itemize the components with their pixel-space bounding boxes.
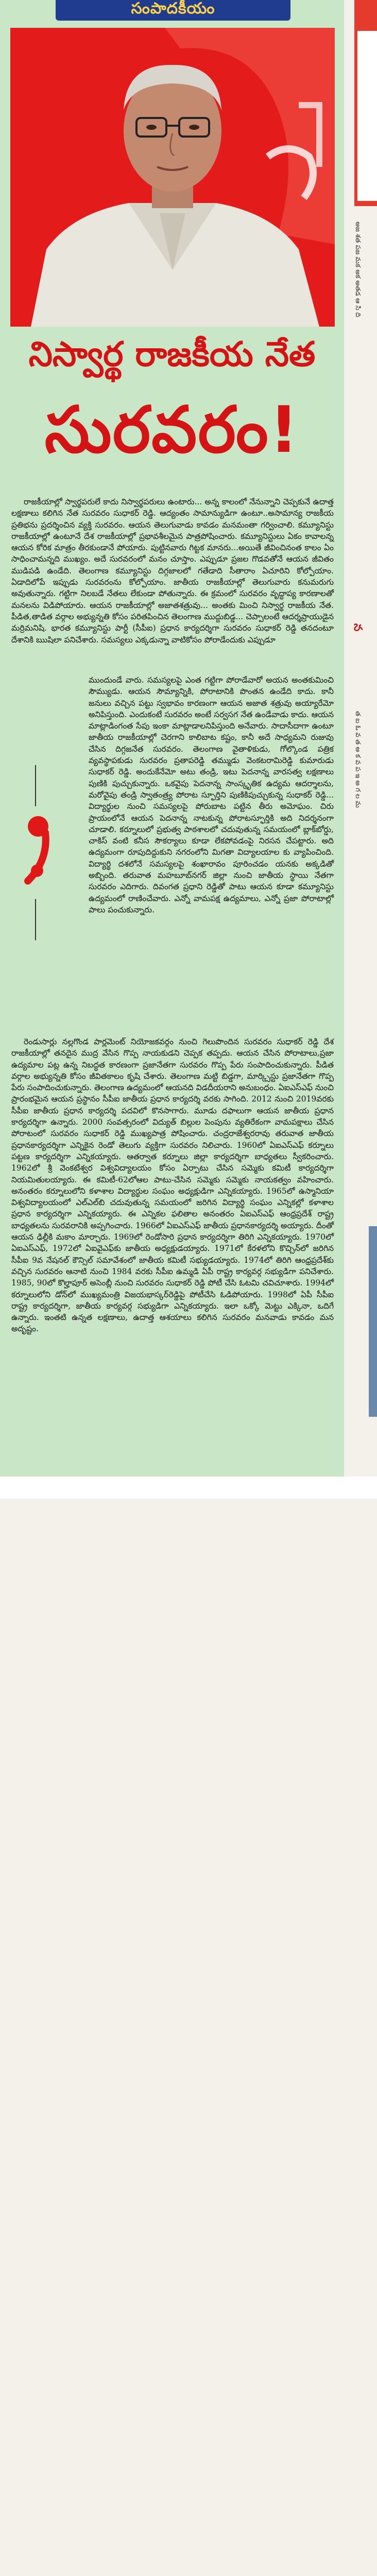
headline-line-2: సురవరం!: [44, 393, 300, 467]
adjacent-red-heading-fragment: న: [351, 623, 364, 632]
portrait-illustration: [10, 28, 335, 327]
article-paragraph-3: రెండుసార్లు నల్లగొండ పార్లమెంట్ నియోజకవర్గం నుంచి గెలుపొందిన సురవరం సుధాకర్ రెడ్డి దేశ రాజకీయాల్లో తనదైన ముద్ర వేసిన గొప్ప నాయకుడని చెప్పక తప్పదు. ఆయన చేసిన పోరాటాలు,ప్రజా ఉద్యమాల పట్ల ఉన్న నిబద్ధత కారణంగా ప్రజానేతగా సురవరం గొప్ప పేరు సంపాదించుకున్నారు. పీడిత వర్గాల అభ్యున్నతి కోసం జీవితకాలం కృషి చేశారు. తెలంగాణ మట్టి బిడ్డగా, మార్క్సిస్టు ప్రజానేతగా గొప్ప పేరు సంపాదించుకున్నారు. తెలంగాణ ఉద్యమంలో ఆయనది విడదీయరాని అనుబంధం. ఏఐఎస్‌ఎఫ్ నుంచి ప్రారంభమైన ఆయన ప్రస్థానం సీపీఐ జాతీయ ప్రధాన కార్యదర్శి వరకు సాగింది. 2012 నుంచి 2019వరకు సీపీఐ జాతీయ ప్రధాన కార్యదర్శి పదవిలో కొనసాగారు. మూడు దఫాలుగా ఆయన జాతీయ ప్రధాన కార్యదర్శిగా ఉన్నారు. 2000 సంవత్సరంలో విద్యుత్ బిల్లుల పెంపును వ్యతిరేకంగా వామపక్షాలు చేసిన పోరాటంలో సురవరం సుధాకర్ రెడ్డి ముఖ్యపాత్ర పోషించారు. చంద్రరాజేశ్వరరావు తరువాత జాతీయ ప్రధానకార్యదర్శిగా ఎన్నికైన రెండో తెలుగు వ్యక్తిగా సురవరం నిలిచారు. 1960లో ఏఐఎస్‌ఎఫ్ కర్నూలు పట్టణ కార్యదర్శిగా ఎన్నికయ్యారు. ఆతర్వాత కర్నూలు జిల్లా కార్యదర్శిగా బాధ్యతలు స్వీకరించారు. 1962లో శ్రీ వెంకటేశ్వర విశ్వవిద్యాలయం కోసం ఏర్పాటు చేసిన సమ్మెకు కమిటీ కార్యదర్శిగా నియమితులయ్యారు. ఈ కమిటీ-62లోఆల పాటు-చేసిన సమ్మెకు సమ్మెకు నాయకత్వం వహించారు. అనంతరం కర్నూలులోని కళాశాల విద్యార్థుల సంఘం అధ్యక్షుడిగా ఎన్నికయ్యారు. 1965లో ఉస్మానియా విశ్వవిద్యాలయంలో ఎల్‌ఎల్‌బి చదువుతున్న సమయంలో జరిగిన విద్యార్థి సంఘం ఎన్నికల్లో కళాశాల ప్రధాన కార్యదర్శిగా ఎన్నికయ్యారు. ఈ ఎన్నికల ఫలితాల అనంతరం ఏఐఎస్‌ఎఫ్ ఆంధ్రప్రదేశ్ రాష్ట్ర బాధ్యతలను సురవరానికి అప్పగించారు. 1966లో ఏఐఎస్‌ఎఫ్ జాతీయ ప్రధానకార్యదర్శి అయ్యారు. దీంతో ఆయన ఢిల్లీకి మకాం మార్చారు. 1969లో రెండోసారి ప్రధాన కార్యదర్శిగా తిరిగి ఎన్నికయ్యారు. 1970లో ఏఐఎస్‌ఎఫ్, 1972లో ఏఐవైఎఫ్‌కు జాతీయ అధ్యక్షుడయ్యారు. 1971లో కేరళలోని కొచ్చిన్‌లో జరిగిన సీపీఐ 9వ నేషనల్ కౌన్సిల్ సమావేశంలో జాతీయ కమిటీ సభ్యుడయ్యారు. 1974లో తిరిగి ఆంధ్రప్రదేశ్‌కు వచ్చిన సురవరం ఆనాటి నుంచి 1984 వరకు సీపీఐ ఉమ్మడి ఏపీ రాష్ట్ర కార్యవర్గ సభ్యుడిగా పనిచేశారు. 1985, 90లో కొల్హాపూర్ అసెంబ్లీ నుంచి సురవరం సుధాకర్ రెడ్డి పోటీ చేసి ఓటమి చవిచూశారు. 1994లో కర్నూలులోని డోన్‌లో ముఖ్యమంత్రి విజయభాస్కర్‌రెడ్డిపై పోటీచేసి ఓడిపోయారు. 1998లో ఏపీ సీపీఐ రాష్ట్ర కార్యదర్శిగా, జాతీయ కార్యవర్గ సభ్యుడిగా ఎన్నికయ్యారు. ఇలా ఒక్కో మెట్టు ఎక్కినా, ఒదిగే ఉన్నారు. ఇంతటి ఉన్నత లక్షణాలు, ఉదాత్త ఆశయాలు కలిగిన సురవరం మనవాడు కావడం మన అదృష్టం.: [11, 1037, 334, 1334]
section-banner: [56, 0, 290, 21]
adjacent-photo-strip: [369, 1226, 377, 1417]
adjacent-text-fragment: అజ శత పజ మక అక అతడ ఆ సి ది: [354, 222, 362, 317]
headline-line-1: నిస్వార్థ రాజకీయ నేత: [28, 334, 316, 374]
article-paragraph-1: రాజకీయాల్లో స్వార్థపరులే కాదు నిస్వార్థపరులు ఉంటారు... అన్న కాలంలో నేనున్నాని చెప్పకునే ఉదాత్త లక్షణాలు కలిగిన నేత సురవరం సుధాకర్ రెడ్డి. ఆద్యంతం సామాన్యుడిగా ఉంటూ..అసామాన్య రాజకీయ ప్రతిభను ప్రదర్శించిన వ్యక్తి సురవరం. ఆయన తెలుగువాడు కావడం మనమంతా గర్వించాలి. కమ్యూనిస్టు రాజకీయాల్లో ఉంటూనే దేశ రాజకీయాల్లో ప్రభావశీలమైన పాత్రపోషించారు. కమ్యూనిస్టులు ఏకం కావాలన్న ఆయన కోరిక మాత్రం తీరకుండానే పోయారు. పుట్టినవారు గిట్టక మానరు...అయితే జీవించినంత కాలం ఏం సాధించామన్నది ముఖ్యం. అదే సురవరంలో మనం చూస్తాం. ఎప్పుడూ ప్రజల గొడవతోనే ఆయన జీవితం ముడిపడి ఉండేది. తెలంగాణ కమ్యూనిస్టు దిగ్గజాలలో గతేడాది సీతారాం ఏచూరిని కోల్పోయాం. ఏడాదిలోపే ఇప్పుడు సురవరంను కోల్పోయాం. జాతీయ రాజకీయాల్లో తెలుగువారు కనుమరుగు అవుతున్నారు. గట్టిగా నిలబడే నేతలు లేకుండా పోతున్నారు. ఈ క్రమంలో సురవరం వృద్ధాప్య కారణాలతో మనలను విడిపోయారు. ఆయన రాజకీయాల్లో అజాతశత్రువు... అంతకు మించి నిస్వార్థ రాజకీయ నేత. పీడిత,తాడిత వర్గాల అభ్యున్నతి కోసం పరితపించిన తెలంగాణ ముద్దుబిడ్డ... చెప్పాలంటే ఆదర్శప్రాయుడైన మర్రిమనిషి. భారత కమ్యూనిస్టు పార్టీ (సీపీఐ) ప్రధాన కార్యదర్శిగా సురవరం సుధాకర్ రెడ్డి తనదంటూ దేశానికి ఋషిలా పనిచేశారు. సమస్యలు ఎక్కడున్నా వాటికోసం పోరాడేందుకు ఎప్పుడూ: [11, 497, 334, 645]
adjacent-white-panel: [357, 31, 377, 201]
section-banner-label: సంపాదకీయం: [131, 0, 215, 18]
adjacent-column-edge: [348, 0, 377, 1477]
quote-rule-bottom: [35, 899, 36, 940]
quote-mark-icon: [22, 814, 52, 891]
quote-rule-top: [35, 765, 36, 806]
leader-portrait-photo: [10, 28, 335, 327]
print-color-bar: [0, 1477, 377, 1499]
adjacent-text-fragment-2: త బ ఓ వ త అ క వ ప ఇ అ గ ల మ: [354, 711, 362, 808]
article-paragraph-2: ముందుండే వారు. సమస్యలపై ఎంత గట్టిగా పోరాడేవారో అయన అంతకుమించి సౌమ్యుడు. ఆయన సౌమ్యాన్నికి, పోరాటానికి పొంతన ఉండేది కాదు. కానీ జనులు వచ్చిన పట్టు స్వభావం కారణంగా ఆయన అజాత శత్రువు అయ్యారేమో అనిపిస్తుంది. ఎందుకంటే సురవరం అంటే సర్వసగ నేత ఉండేవాడు కాదు. ఆయన మాట్లాడింగంత సేపు ఇంకా మాట్లాడాలనిపిస్తుంది అనేవారు. సాదాసీదాగా ఉంటూ జాతీయ రాజకీయాల్లో చెరగాని కాలిబాట కష్టం, కానీ అదే సాధ్యమని రుజువు చేసిన దిగ్గజనేత సురవరం. తెలంగాణ వైతాళికుడు, గోల్కొండ పత్రిక వ్యవస్థాపకుడు సురవరం ప్రతాపరెడ్డి తమ్ముడు వెంకటరామిరెడ్డి కుమారుడు సుధాకర్ రెడ్డి. అందుకేనేమో అటు తండ్రి, ఇటు పెదనాన్న వారసత్వ లక్షణాలు పుణికి పుచ్చుకున్నారు. ఒకవైపు పెదనాన్న సాంస్కృతిక ఉద్యమ ఆదర్శాలను, మరోవైపు తండ్రి స్వాతంత్ర్య పోరాట స్ఫూర్తిని పుణికిపుచ్చుకున్న సుధాకర్ రెడ్డి... విద్యార్థుల నుంచి సమస్యలపై పోరుబాట పట్టిన తీరు అమోఘం. చిరు ప్రాయంలోనే ఆయన పెదనాన్న నాటకున్న పోరాటస్ఫూర్తికి అది నిదర్శనంగా చూడాలి. కర్నూలులో ప్రభుత్వ పాఠశాలలో చదువుతున్న సమయంలో బ్లాక్‌బోర్డు, చాకిస్ వంటి కనీస సౌకర్యాలు కూడా లేకపోవడంపై నిరసన చేపట్టారు. అది ఉద్యమంగా రూపుదిద్దుకుని నగరంలోని మిగతా విద్యాలయాల కు వ్యాపించింది. విద్యార్థి దశలోనే సమస్యలపై శంఖారావం పూరించడం యనకు అక్కడితో అబ్బింది. తరువాత మహబూబ్‌నగర్ జిల్లా నుంచి జాతీయ స్థాయి నేతగా సురవరం ఎదిగారు. దివంగత ప్రధాని రెడ్డితో పాటు ఆయన కూడా కమ్యూనిస్టు ఉద్యమంలో రాణించేవారు. ఎన్నో వామపక్ష ఉద్యమాలు, ఎన్నో ప్రజా పోరాటాల్లో పాలు పంచుకున్నారు.: [89, 675, 334, 914]
